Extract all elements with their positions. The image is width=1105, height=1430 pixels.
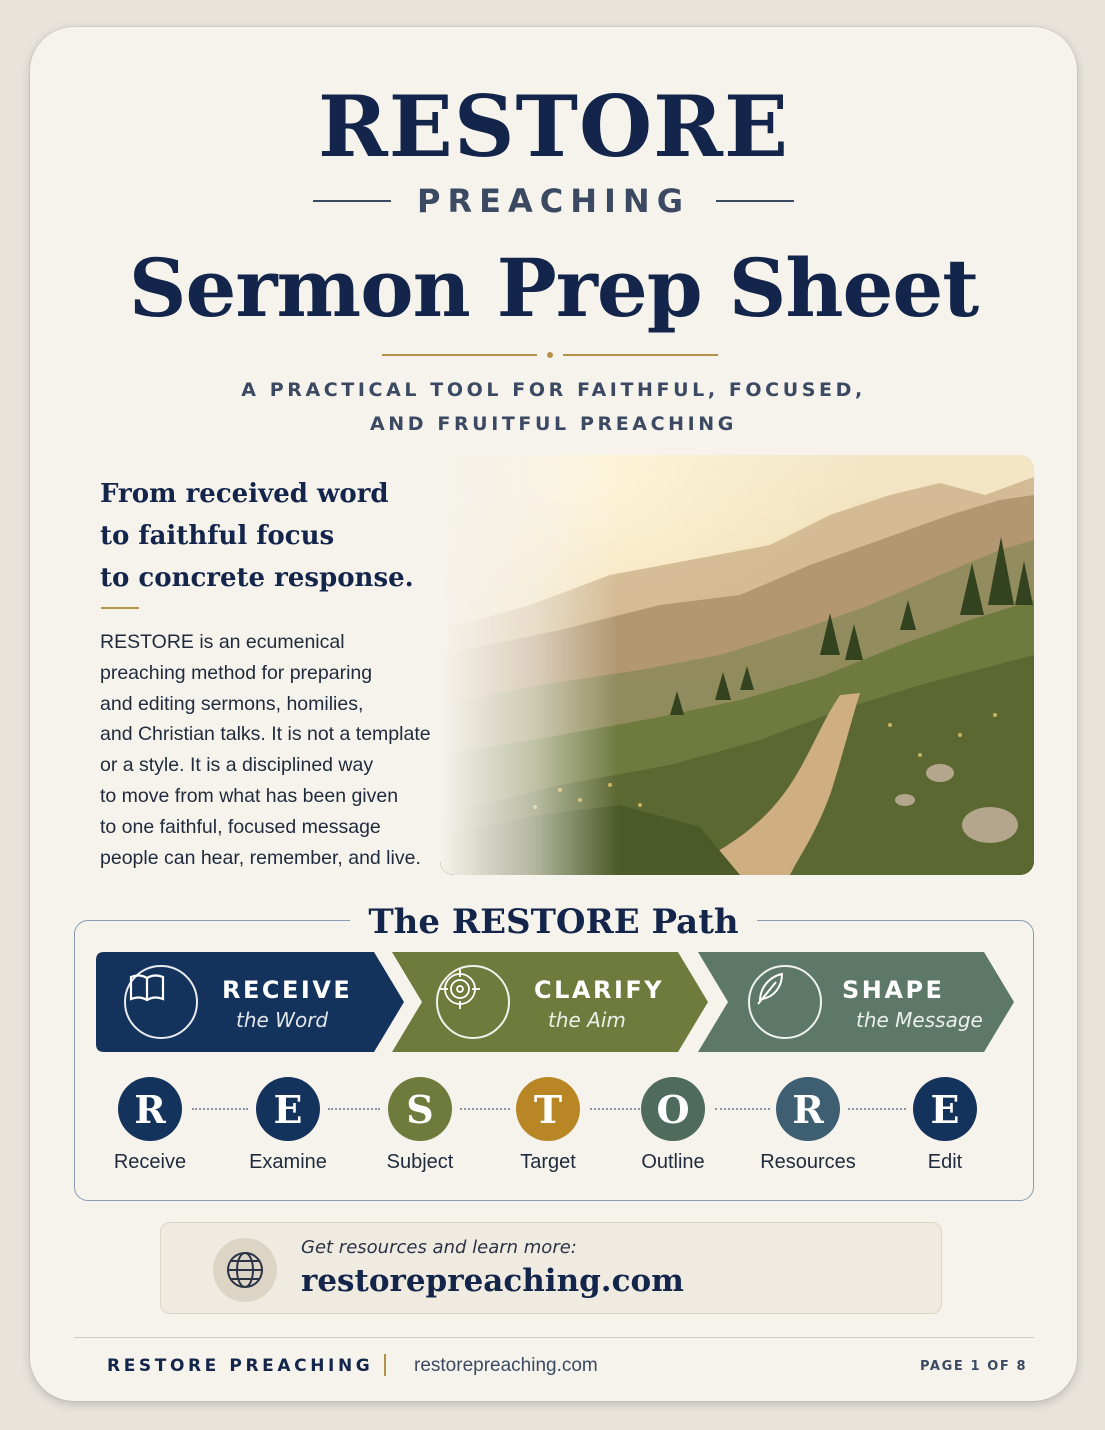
- footer-brand: RESTORE PREACHING: [107, 1356, 374, 1376]
- step-letter: E: [256, 1077, 320, 1141]
- intro-line: and Christian talks. It is not a template: [100, 723, 431, 746]
- restore-steps: [30, 1077, 1077, 1187]
- stage-clarify: [392, 952, 710, 1052]
- intro-line: preaching method for preparing: [100, 661, 373, 684]
- step-edit: [880, 1077, 1010, 1174]
- page-number: PAGE 1 OF 8: [920, 1359, 1028, 1374]
- stage-shape-label: [842, 976, 983, 1032]
- prep-sheet-page: [30, 27, 1077, 1401]
- step-name: Examine: [249, 1151, 327, 1173]
- page-title: Sermon Prep Sheet: [128, 241, 979, 335]
- open-book-icon: [124, 965, 198, 1039]
- target-icon: [436, 965, 510, 1039]
- step-receive: [85, 1077, 215, 1174]
- intro-paragraph: [100, 627, 460, 873]
- step-name: Edit: [927, 1151, 963, 1173]
- footer-website-link[interactable]: restorepreaching.com: [414, 1355, 598, 1376]
- tagline-line-1: A PRACTICAL TOOL FOR FAITHFUL, FOCUSED,: [241, 379, 866, 401]
- footer-rule: [74, 1337, 1034, 1338]
- tagline-line-2: AND FRUITFUL PREACHING: [369, 413, 738, 435]
- stage-receive-label: [222, 976, 352, 1032]
- path-title-wrap: [30, 902, 1077, 942]
- intro-line: and editing sermons, homilies,: [100, 692, 364, 715]
- intro-line: RESTORE is an ecumenical: [100, 631, 345, 653]
- stage-receive: [96, 952, 406, 1052]
- title-divider: [380, 350, 720, 360]
- intro-rule: [101, 607, 139, 609]
- step-outline: [608, 1077, 738, 1174]
- path-title: The RESTORE Path: [350, 902, 756, 942]
- brand-subtitle: [30, 182, 1077, 220]
- brand-rule-left: [313, 200, 391, 202]
- divider-line-left: [382, 354, 537, 356]
- globe-icon: [213, 1238, 277, 1302]
- website-link[interactable]: restorepreaching.com: [301, 1263, 684, 1299]
- step-name: Resources: [760, 1151, 856, 1173]
- intro-heading: [100, 473, 430, 599]
- intro-line: to move from what has been given: [100, 784, 399, 807]
- stage-clarify-label: [534, 976, 664, 1032]
- step-subject: [355, 1077, 485, 1174]
- intro-line: or a style. It is a disciplined way: [100, 754, 374, 777]
- brand-subtitle-text: PREACHING: [417, 182, 690, 220]
- stage-shape-sub: the Message: [856, 1008, 983, 1032]
- stage-arrows: [96, 952, 1016, 1052]
- step-resources: [743, 1077, 873, 1174]
- step-letter: T: [516, 1077, 580, 1141]
- step-letter: E: [913, 1077, 977, 1141]
- intro-heading-line: to concrete response.: [100, 563, 414, 593]
- intro-heading-line: to faithful focus: [100, 521, 335, 551]
- step-name: Subject: [386, 1151, 454, 1173]
- resources-callout: [160, 1222, 942, 1314]
- stage-receive-title: RECEIVE: [222, 976, 353, 1004]
- step-target: [483, 1077, 613, 1174]
- stage-receive-sub: the Word: [236, 1008, 329, 1032]
- step-examine: [223, 1077, 353, 1174]
- stage-shape: [698, 952, 1016, 1052]
- brand-title: RESTORE: [317, 77, 789, 176]
- resources-prompt: Get resources and learn more:: [301, 1237, 577, 1258]
- stage-clarify-title: CLARIFY: [534, 976, 665, 1004]
- quill-leaf-icon: [748, 965, 822, 1039]
- divider-line-right: [563, 354, 718, 356]
- tagline: [30, 373, 1077, 441]
- intro-line: to one faithful, focused message: [100, 815, 381, 838]
- stage-clarify-sub: the Aim: [548, 1008, 626, 1032]
- step-name: Target: [520, 1151, 576, 1173]
- intro-line: people can hear, remember, and live.: [100, 846, 421, 869]
- intro-heading-line: From received word: [100, 479, 389, 509]
- mountain-path-image: [440, 455, 1034, 875]
- step-letter: R: [776, 1077, 840, 1141]
- divider-dot: [547, 352, 553, 358]
- footer-separator: [384, 1354, 386, 1376]
- step-letter: R: [118, 1077, 182, 1141]
- step-name: Receive: [113, 1151, 187, 1173]
- stage-shape-title: SHAPE: [842, 976, 945, 1004]
- step-name: Outline: [641, 1151, 705, 1173]
- brand-rule-right: [716, 200, 794, 202]
- step-letter: O: [641, 1077, 705, 1141]
- step-letter: S: [388, 1077, 452, 1141]
